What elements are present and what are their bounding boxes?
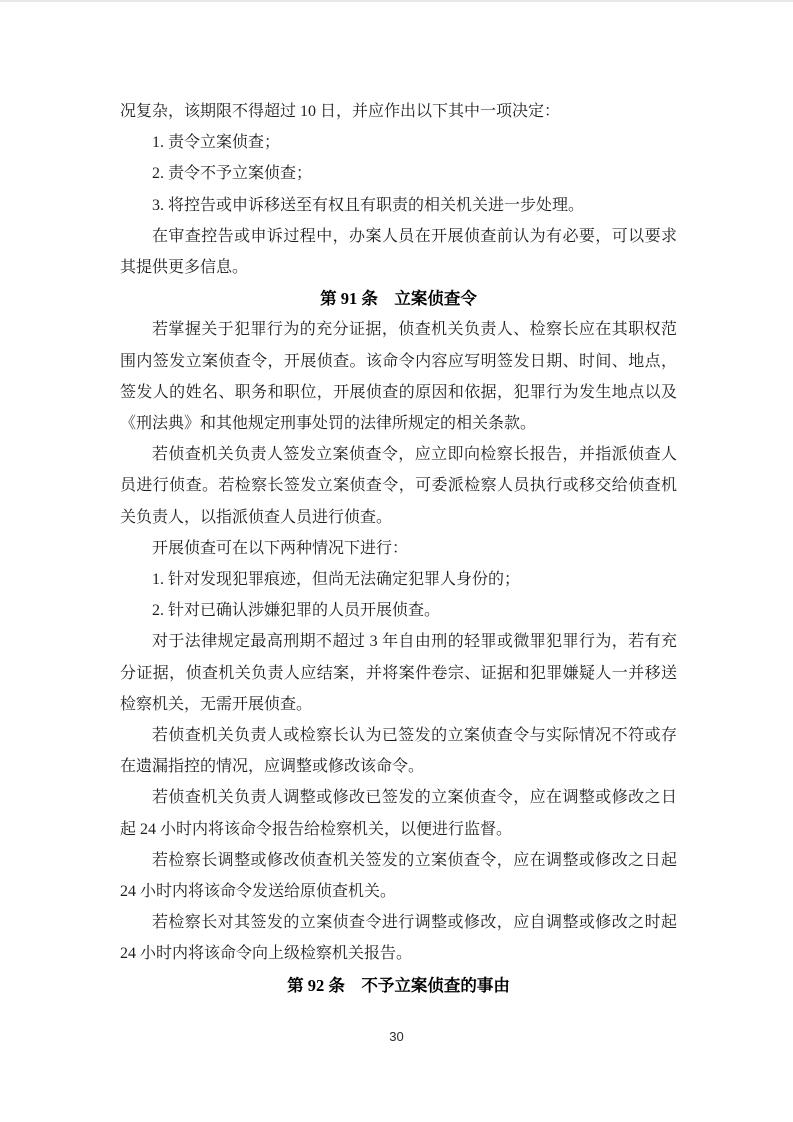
body-paragraph: 若掌握关于犯罪行为的充分证据，侦查机关负责人、检察长应在其职权范围内签发立案侦查令，开展侦查。该命令内容应写明签发日期、时间、地点，签发人的姓名、职务和职位，开展侦查的原因和依据，犯罪行为发生地点以及《刑法典》和其他规定刑事处罚的法律所规定的相关条款。 xyxy=(120,321,677,433)
paragraph-continuation: 况复杂，该期限不得超过 10 日，并应作出以下其中一项决定： xyxy=(120,103,561,120)
body-paragraph: 若侦查机关负责人或检察长认为已签发的立案侦查令与实际情况不符或存在遗漏指控的情况，应调整或修改该命令。 xyxy=(120,727,677,776)
body-paragraph: 若检察长调整或修改侦查机关签发的立案侦查令，应在调整或修改之日起 24 小时内将该命令发送给原侦查机关。 xyxy=(120,851,677,901)
list-item-case-1: 1. 针对发现犯罪痕迹，但尚无法确定犯罪人身份的； xyxy=(152,571,521,589)
list-item-decision-2: 2. 责令不予立案侦查； xyxy=(152,165,313,183)
body-paragraph: 若侦查机关负责人签发立案侦查令，应立即向检察长报告，并指派侦查人员进行侦查。若检察长签发立案侦查令，可委派检察人员执行或移交给侦查机关负责人，以指派侦查人员进行侦查。 xyxy=(120,446,677,526)
body-paragraph: 若侦查机关负责人调整或修改已签发的立案侦查令，应在调整或修改之日起 24 小时内将该命令报告给检察机关，以便进行监督。 xyxy=(120,789,677,838)
page-number: 30 xyxy=(389,1029,404,1044)
list-item-case-2: 2. 针对已确认涉嫌犯罪的人员开展侦查。 xyxy=(152,602,441,620)
article-92-heading: 第 92 条 不予立案侦查的事由 xyxy=(287,975,510,995)
body-paragraph: 开展侦查可在以下两种情况下进行： xyxy=(152,539,409,557)
list-item-decision-1: 1. 责令立案侦查； xyxy=(152,134,281,152)
body-paragraph: 在审查控告或申诉过程中，办案人员在开展侦查前认为有必要，可以要求其提供更多信息。 xyxy=(120,227,677,277)
body-paragraph: 对于法律规定最高刑期不超过 3 年自由刑的轻罪或微罪犯罪行为，若有充分证据，侦查机关负责人应结案，并将案件卷宗、证据和犯罪嫌疑人一并移送检察机关，无需开展侦查。 xyxy=(120,633,677,713)
list-item-decision-3: 3. 将控告或申诉移送至有权且有职责的相关机关进一步处理。 xyxy=(152,196,585,214)
page-content xyxy=(120,96,677,1001)
body-paragraph: 若检察长对其签发的立案侦查令进行调整或修改，应自调整或修改之时起 24 小时内将该命令向上级检察机关报告。 xyxy=(120,914,677,963)
article-91-heading: 第 91 条 立案侦查令 xyxy=(320,289,477,309)
